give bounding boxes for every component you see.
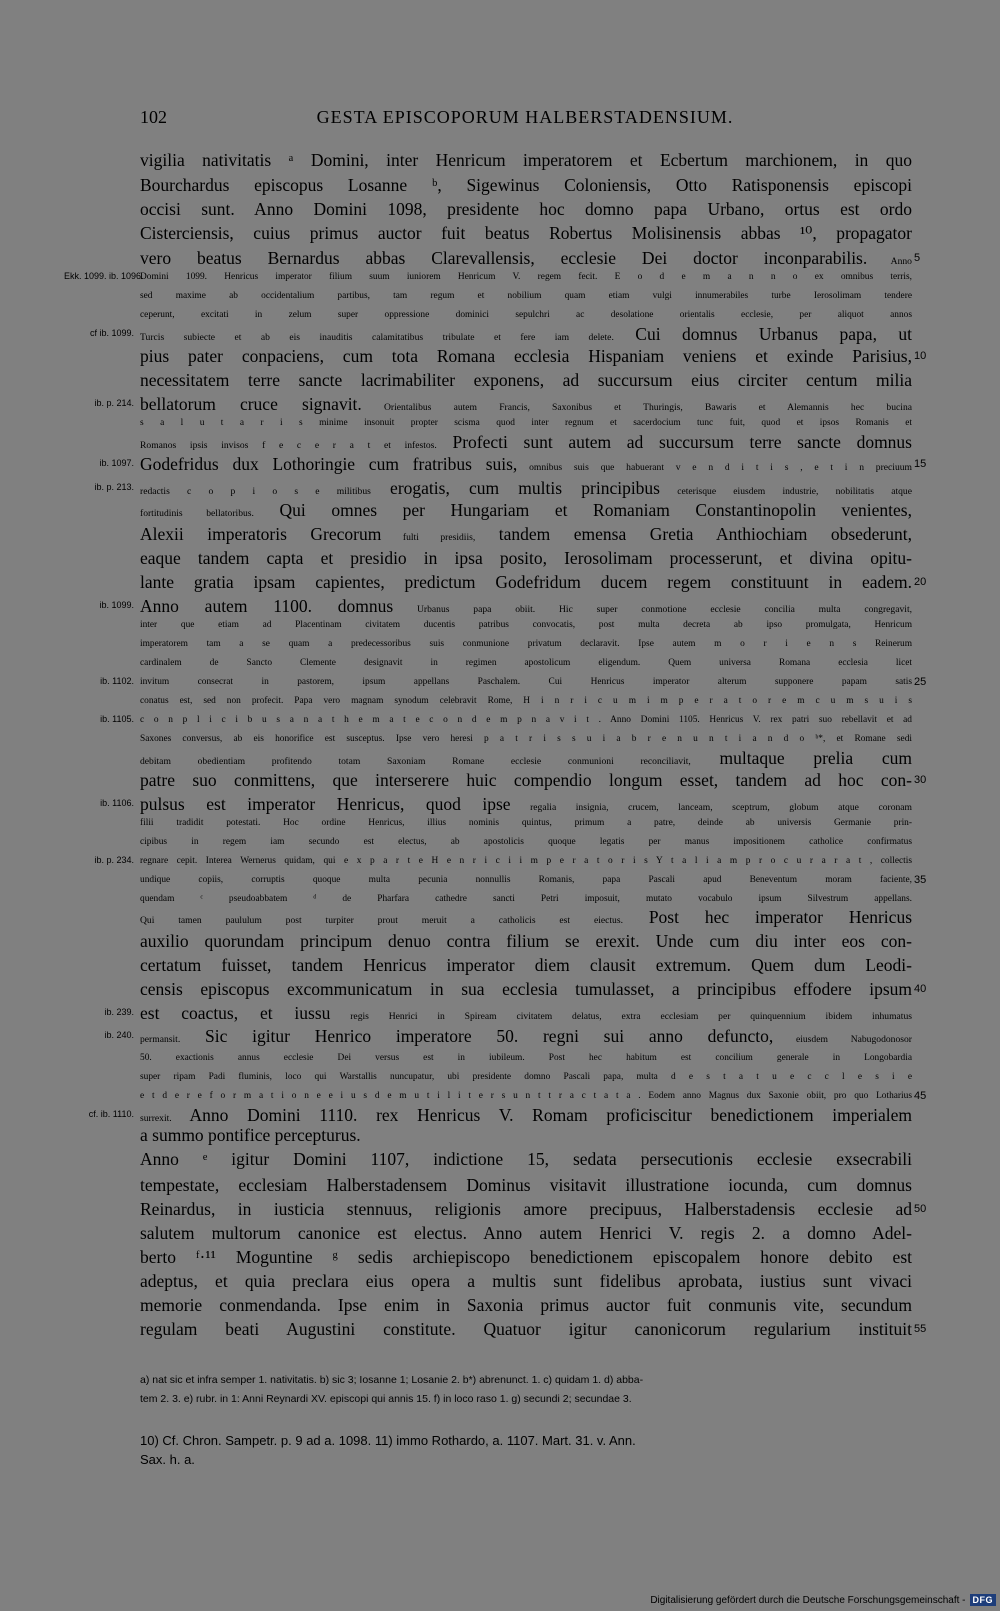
running-title: GESTA EPISCOPORUM HALBERSTADENSIUM. xyxy=(316,107,734,127)
text-line xyxy=(140,1173,912,1197)
text-line xyxy=(140,768,912,792)
text-line xyxy=(140,594,912,618)
line-number: 20 xyxy=(914,576,927,588)
small-type-segment: cardinalem de Sancto Clemente designavit in regimen apostolicum eligendum. Quem universa Romana ecclesia licet xyxy=(140,658,912,668)
text-line xyxy=(140,792,912,816)
text-line xyxy=(140,654,912,672)
large-type-segment: Profecti sunt autem ad succursum terre sancte domnus xyxy=(436,432,912,452)
text-line xyxy=(140,1147,912,1171)
text-line xyxy=(140,1221,912,1245)
text-line xyxy=(140,546,912,570)
text-line xyxy=(140,1293,912,1317)
small-type-segment: quendam ᶜ pseudoabbatem ᵈ de Pharfara cathedre sancti Petri imposuit, mutato vocabulo ipsum Silvestrum appellans. xyxy=(140,894,912,904)
small-type-segment: regnare cepit. Interea Wernerus quidam, qui e x p a r t e H e n r i c i i m p e r a t o r i s Y t a l i a m p r o c u r a r a t , collectis xyxy=(140,856,912,866)
large-type-segment: tempestate, ecclesiam Halberstadensem Dominus visitavit illustratione iocunda, cum domnus xyxy=(140,1175,912,1195)
small-type-segment: Anno xyxy=(867,256,912,267)
text-line xyxy=(140,287,912,305)
text-line xyxy=(140,430,912,454)
commentary-note-line: 10) Cf. Chron. Sampetr. p. 9 ad a. 1098. 11) immo Rothardo, a. 1107. Mart. 31. v. Ann. xyxy=(140,1433,636,1448)
text-line xyxy=(140,711,912,729)
small-type-segment: super ripam Padi fluminis, loco qui Warstallis nuncupatur, ubi presidente domno Pascali papa, multa d e s t a t u e c c l e s i e xyxy=(140,1072,912,1082)
large-type-segment: Cui domnus Urbanus papa, ut xyxy=(613,324,912,344)
text-line xyxy=(140,1197,912,1221)
small-type-segment: 50. exactionis annus ecclesie Dei versus est in iubileum. Post hec habitum est concilium generale in Longobardia xyxy=(140,1053,912,1063)
large-type-segment: est coactus, et iussu xyxy=(140,1003,331,1023)
small-type-segment: Turcis subiecte et ab eis inauditis calamitatibus tribulate et fere iam delete. xyxy=(140,332,614,343)
text-line xyxy=(140,635,912,653)
text-line xyxy=(140,221,912,245)
text-line xyxy=(140,814,912,832)
text-line xyxy=(140,322,912,346)
small-type-segment: s a l u t a r i s minime insonuit propter scisma quod inter regnum et sacerdocium tunc fuit, quod et ipsos Romanis et xyxy=(140,418,912,428)
large-type-segment: Qui omnes per Hungariam et Romaniam Constantinopolin venientes, xyxy=(253,500,912,520)
small-type-segment: Qui tamen paululum post turpiter prout meruit a catholicis est eiectus. xyxy=(140,915,623,926)
small-type-segment: conatus est, sed non profecit. Papa vero magnam synodum celebravit Rome, H i n r i c u m i m p e r a t o r e m c u m s u i s xyxy=(140,696,912,706)
text-line xyxy=(140,746,912,770)
page-number: 102 xyxy=(140,107,167,127)
small-type-segment: ceperunt, excitati in zelum super oppressione dominici sepulchri ac desolatione orientalis ecclesie, per aliquot annos xyxy=(140,310,912,320)
text-line xyxy=(140,905,912,929)
text-line xyxy=(140,871,912,889)
line-number: 55 xyxy=(914,1323,927,1335)
large-type-segment: auxilio quorundam principum denuo contra filium se erexit. Unde cum diu inter eos con- xyxy=(140,931,912,951)
large-type-segment: patre suo conmittens, que interserere huic compendio longum esset, tandem ad hoc con- xyxy=(140,770,912,790)
large-type-segment: certatum fuisset, tandem Henricus imperator diem clausit extremum. Quem dum Leodi- xyxy=(140,955,912,975)
small-type-segment: cipibus in regem iam secundo est electus, ab apostolicis quoque legatis per manus impositionem catholice confirmatus xyxy=(140,837,912,847)
textual-note-line: tem 2. 3. e) rubr. in 1: Anni Reynardi XV. episcopi qui annis 15. f) in loco raso 1. g) secundi 2; secundae 3. xyxy=(140,1393,632,1405)
line-number: 40 xyxy=(914,983,927,995)
large-type-segment: a summo pontifice percepturus. xyxy=(140,1125,361,1145)
large-type-segment: Alexii imperatoris Grecorum xyxy=(140,524,382,544)
text-line xyxy=(140,173,912,197)
text-line xyxy=(140,344,912,368)
small-type-segment: ceterisque eiusdem industrie, nobilitatis atque xyxy=(660,486,912,497)
commentary-note-line: Sax. h. a. xyxy=(140,1452,195,1467)
margin-source-reference: ib. 1106. xyxy=(100,798,134,808)
page-header xyxy=(140,107,910,135)
text-line xyxy=(140,616,912,634)
large-type-segment: Sic igitur Henrico imperatore 50. regni sui anno defuncto, xyxy=(180,1026,774,1046)
text-line xyxy=(140,197,912,221)
large-type-segment: Anno autem 1100. domnus xyxy=(140,596,394,616)
large-type-segment: Anno Domini 1110. rex Henricus V. Romam proficiscitur benedictionem imperialem xyxy=(171,1105,912,1125)
small-type-segment: Orientalibus autem Francis, Saxonibus et Thuringis, Bawaris et Alemannis hec bucina xyxy=(361,402,912,413)
large-type-segment: memorie conmendanda. Ipse enim in Saxonia primus auctor fuit conmunis vite, secundum xyxy=(140,1295,912,1315)
text-line xyxy=(140,977,912,1001)
text-line xyxy=(140,476,912,500)
text-line xyxy=(140,1123,912,1147)
large-type-segment: necessitatem terre sancte lacrimabiliter exponens, ad succursum eius circiter centum milia xyxy=(140,370,912,390)
small-type-segment: regis Henrici in Spiream civitatem delatus, extra ecclesiam per quinquennium ibidem inhumatus xyxy=(330,1011,912,1022)
large-type-segment: vero beatus Bernardus abbas Clarevallensis, ecclesie Dei doctor inconparabilis. xyxy=(140,248,868,268)
small-type-segment: Urbanus papa obiit. Hic super conmotione ecclesie concilia multa congregavit, xyxy=(393,604,912,615)
large-type-segment: bellatorum cruce signavit. xyxy=(140,394,362,414)
small-type-segment: inter que etiam ad Placentinam civitatem ducentis patribus convocatis, post multa decreta ab ipso promulgata, Henricum xyxy=(140,620,912,630)
small-type-segment: sed maxime ab occidentalium partibus, tam regum et nobilium quam etiam vulgi innumerabiles turbe Ierosolimam tendere xyxy=(140,291,912,301)
margin-source-reference: ib. 1102. xyxy=(100,676,134,686)
large-type-segment: vigilia nativitatis ᵃ Domini, inter Henricum imperatorem et Ecbertum marchionem, in quo xyxy=(140,150,912,170)
margin-source-reference: ib. 1097. xyxy=(99,458,134,468)
text-line xyxy=(140,268,912,286)
line-number: 25 xyxy=(914,676,927,688)
large-type-segment: multaque prelia cum xyxy=(690,748,912,768)
large-type-segment: regulam beati Augustini constitute. Quatuor igitur canonicorum regularium instituit xyxy=(140,1319,912,1339)
small-type-segment: eiusdem Nabugodonosor xyxy=(773,1034,912,1045)
small-type-segment: debitam obedientiam profitendo totam Saxoniam Romane ecclesie conmunioni reconciliavit, xyxy=(140,756,691,767)
text-line xyxy=(140,570,912,594)
text-line xyxy=(140,953,912,977)
small-type-segment: Domini 1099. Henricus imperator filium suum iuniorem Henricum V. regem fecit. E o d e m a n n o ex omnibus terris, xyxy=(140,272,912,282)
margin-source-reference: ib. 239. xyxy=(104,1007,134,1017)
credit-text: Digitalisierung gefördert durch die Deutsche Forschungsgemeinschaft - xyxy=(650,1594,966,1606)
textual-note-line: a) nat sic et infra semper 1. nativitatis. b) sic 3; Iosanne 1; Losanie 2. b*) abrenunct. 1. c) quidam 1. d) abba- xyxy=(140,1374,644,1386)
text-line xyxy=(140,852,912,870)
margin-source-reference: Ekk. 1099. ib. 1096. xyxy=(64,271,144,281)
margin-source-reference: ib. p. 213. xyxy=(94,482,134,492)
large-type-segment: pius pater conpaciens, cum tota Romana ecclesia Hispaniam veniens et exinde Parisius, xyxy=(140,346,912,366)
text-line xyxy=(140,1245,912,1269)
text-line xyxy=(140,1068,912,1086)
small-type-segment: omnibus suis que habuerant v e n d i t i s , e t i n preciuum xyxy=(517,462,912,473)
large-type-segment: Godefridus dux Lothoringie cum fratribus suis, xyxy=(140,454,518,474)
large-type-segment: censis episcopus excommunicatum in sua ecclesia tumulasset, a principibus effodere ipsum xyxy=(140,979,912,999)
large-type-segment: Bourchardus episcopus Losanne ᵇ, Sigewinus Coloniensis, Otto Ratisponensis episcopi xyxy=(140,175,912,195)
line-number: 35 xyxy=(914,874,927,886)
small-type-segment: filii tradidit potestati. Hoc ordine Henricus, illius nominis quintus, primum a patre, deinde ab universis Germanie prin- xyxy=(140,818,912,828)
text-line xyxy=(140,452,912,476)
text-line xyxy=(140,148,912,172)
text-line xyxy=(140,833,912,851)
small-type-segment: e t d e r e f o r m a t i o n e e i u s d e m u t i l i t e r s u n t t r a c t a t a . Eodem anno Magnus dux Saxonie obiit, pro quo Lotharius xyxy=(140,1091,912,1101)
large-type-segment: pulsus est imperator Henricus, quod ipse xyxy=(140,794,511,814)
line-number: 5 xyxy=(914,252,921,264)
small-type-segment: c o n p l i c i b u s a n a t h e m a t e c o n d e m p n a v i t . Anno Domini 1105. Henricus V. rex patri suo rebellavit et ad xyxy=(140,715,912,725)
text-line xyxy=(140,498,912,522)
margin-source-reference: ib. 1099. xyxy=(99,600,134,610)
margin-source-reference: cf ib. 1099. xyxy=(89,328,134,338)
large-type-segment: lante gratia ipsam capientes, predictum Godefridum ducem regem constituunt in eadem. xyxy=(140,572,912,592)
small-type-segment: Romanos ipsis invisos f e c e r a t et infestos. xyxy=(140,440,437,451)
small-type-segment: fulti presidiis, xyxy=(381,532,476,543)
small-type-segment: redactis c o p i o s e militibus xyxy=(140,486,371,497)
small-type-segment: fortitudinis bellatoribus. xyxy=(140,508,254,519)
line-number: 45 xyxy=(914,1090,927,1102)
margin-source-reference: cf. ib. 1110. xyxy=(88,1109,134,1119)
large-type-segment: salutem multorum canonice est electus. Anno autem Henrici V. regis 2. a domno Adel- xyxy=(140,1223,912,1243)
line-number: 15 xyxy=(914,458,927,470)
large-type-segment: eaque tandem capta et presidio in ipsa posito, Ierosolimam processerunt, et divina opitu- xyxy=(140,548,912,568)
small-type-segment: permansit. xyxy=(140,1034,181,1045)
text-line xyxy=(140,246,912,270)
large-type-segment: adeptus, et quia preclara eius opera a multis sunt fidelibus aprobata, iustius sunt vivaci xyxy=(140,1271,912,1291)
text-line xyxy=(140,929,912,953)
large-type-segment: erogatis, cum multis principibus xyxy=(370,478,660,498)
line-number: 30 xyxy=(914,774,927,786)
text-line xyxy=(140,1317,912,1341)
margin-source-reference: ib. 1105. xyxy=(100,714,134,724)
line-number: 10 xyxy=(914,350,927,362)
large-type-segment: Anno ᵉ igitur Domini 1107, indictione 15, sedata persecutionis ecclesie exsecrabili xyxy=(140,1149,912,1169)
small-type-segment: regalia insignia, crucem, lanceam, sceptrum, globum atque coronam xyxy=(510,802,912,813)
text-line xyxy=(140,1001,912,1025)
digitization-credit xyxy=(650,1592,996,1608)
dfg-logo: DFG xyxy=(970,1594,997,1606)
text-line xyxy=(140,368,912,392)
text-line xyxy=(140,692,912,710)
margin-source-reference: ib. p. 234. xyxy=(94,855,134,865)
text-line xyxy=(140,1049,912,1067)
text-line xyxy=(140,522,912,546)
text-line xyxy=(140,673,912,691)
large-type-segment: berto ᶠ·¹¹ Moguntine ᵍ sedis archiepiscopo benedictionem episcopalem honore debito est xyxy=(140,1247,912,1267)
small-type-segment: invitum consecrat in pastorem, ipsum appellans Paschalem. Cui Henricus imperator alterum supponere papam satis xyxy=(140,677,912,687)
text-line xyxy=(140,1269,912,1293)
small-type-segment: surrexit. xyxy=(140,1113,172,1124)
large-type-segment: Reinardus, in iusticia stennuus, religionis amore precipuus, Halberstadensis ecclesie ad xyxy=(140,1199,912,1219)
small-type-segment: undique copiis, corruptis quoque multa pecunia nonnullis Romanis, papa Pascali apud Beneventum moram faciente, xyxy=(140,875,912,885)
large-type-segment: occisi sunt. Anno Domini 1098, presidente hoc domno papa Urbano, ortus est ordo xyxy=(140,199,912,219)
large-type-segment: tandem emensa Gretia Anthiochiam obsederunt, xyxy=(475,524,912,544)
text-line xyxy=(140,1024,912,1048)
text-line xyxy=(140,392,912,416)
line-number: 50 xyxy=(914,1203,927,1215)
large-type-segment: Cisterciensis, cuius primus auctor fuit beatus Robertus Molisinensis abbas ¹⁰, propagator xyxy=(140,223,912,243)
small-type-segment: imperatorem tam a se quam a predecessoribus suis conmunione privatum declaravit. Ipse autem m o r i e n s Reinerum xyxy=(140,639,912,649)
small-type-segment: Saxones conversus, ab eis honorifice est susceptus. Ipse vero heresi p a t r i s s u i a b r e n u n t i a n d o ᵇ*, et Romane sedi xyxy=(140,734,912,744)
large-type-segment: Post hec imperator Henricus xyxy=(622,907,912,927)
margin-source-reference: ib. p. 214. xyxy=(94,398,134,408)
margin-source-reference: ib. 240. xyxy=(104,1030,134,1040)
